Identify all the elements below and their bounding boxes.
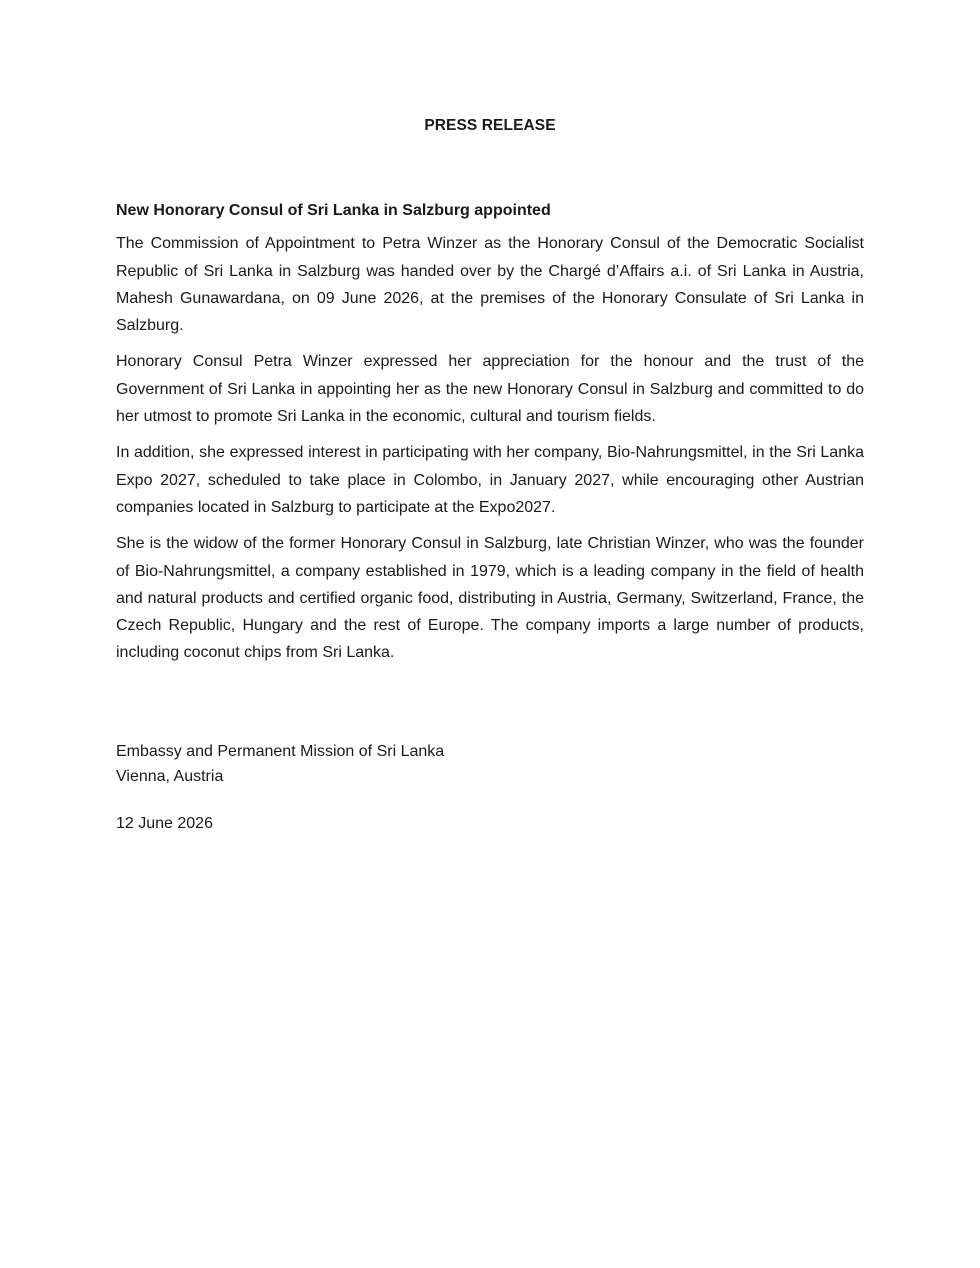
paragraph-2: Honorary Consul Petra Winzer expressed her appreciation for the honour and the trust of the Government of Sri Lanka in appointing her as the new Honorary Consul in Salzburg and committed to do her utmost to promote Sri Lanka in the economic, cultural and tourism fields. bbox=[116, 353, 864, 426]
paragraph-1: The Commission of Appointment to Petra Winzer as the Honorary Consul of the Democratic Socialist Republic of Sri Lanka in Salzburg was handed over by the Chargé d’Affairs a.i. of Sri Lanka in Austria, Mahesh Gunawardana, on 09 June 2026, at the premises of the Honorary Consulate of Sri Lanka in Salzburg. bbox=[116, 235, 864, 335]
paragraph-4: She is the widow of the former Honorary Consul in Salzburg, late Christian Winzer, who was the founder of Bio-Nahrungsmittel, a company established in 1979, which is a leading company in the field of health and natural products and certified organic food, distributing in Austria, Germany, Switzerland, France, the Czech Republic, Hungary and the rest of Europe. The company imports a large number of products, including coconut chips from Sri Lanka. bbox=[116, 535, 864, 662]
paragraph-3: In addition, she expressed interest in participating with her company, Bio-Nahrungsmittel, in the Sri Lanka Expo 2027, scheduled to take place in Colombo, in January 2027, while encouraging other Austrian companies located in Salzburg to participate at the Expo2027. bbox=[116, 444, 864, 516]
document-body bbox=[116, 197, 864, 676]
signature-block bbox=[116, 740, 444, 789]
headline: New Honorary Consul of Sri Lanka in Salzburg appointed bbox=[116, 202, 551, 219]
document-title: PRESS RELEASE bbox=[424, 117, 556, 134]
signature-organization: Embassy and Permanent Mission of Sri Lanka bbox=[116, 743, 445, 760]
release-date: 12 June 2026 bbox=[116, 815, 213, 832]
signature-location: Vienna, Austria bbox=[116, 767, 224, 785]
